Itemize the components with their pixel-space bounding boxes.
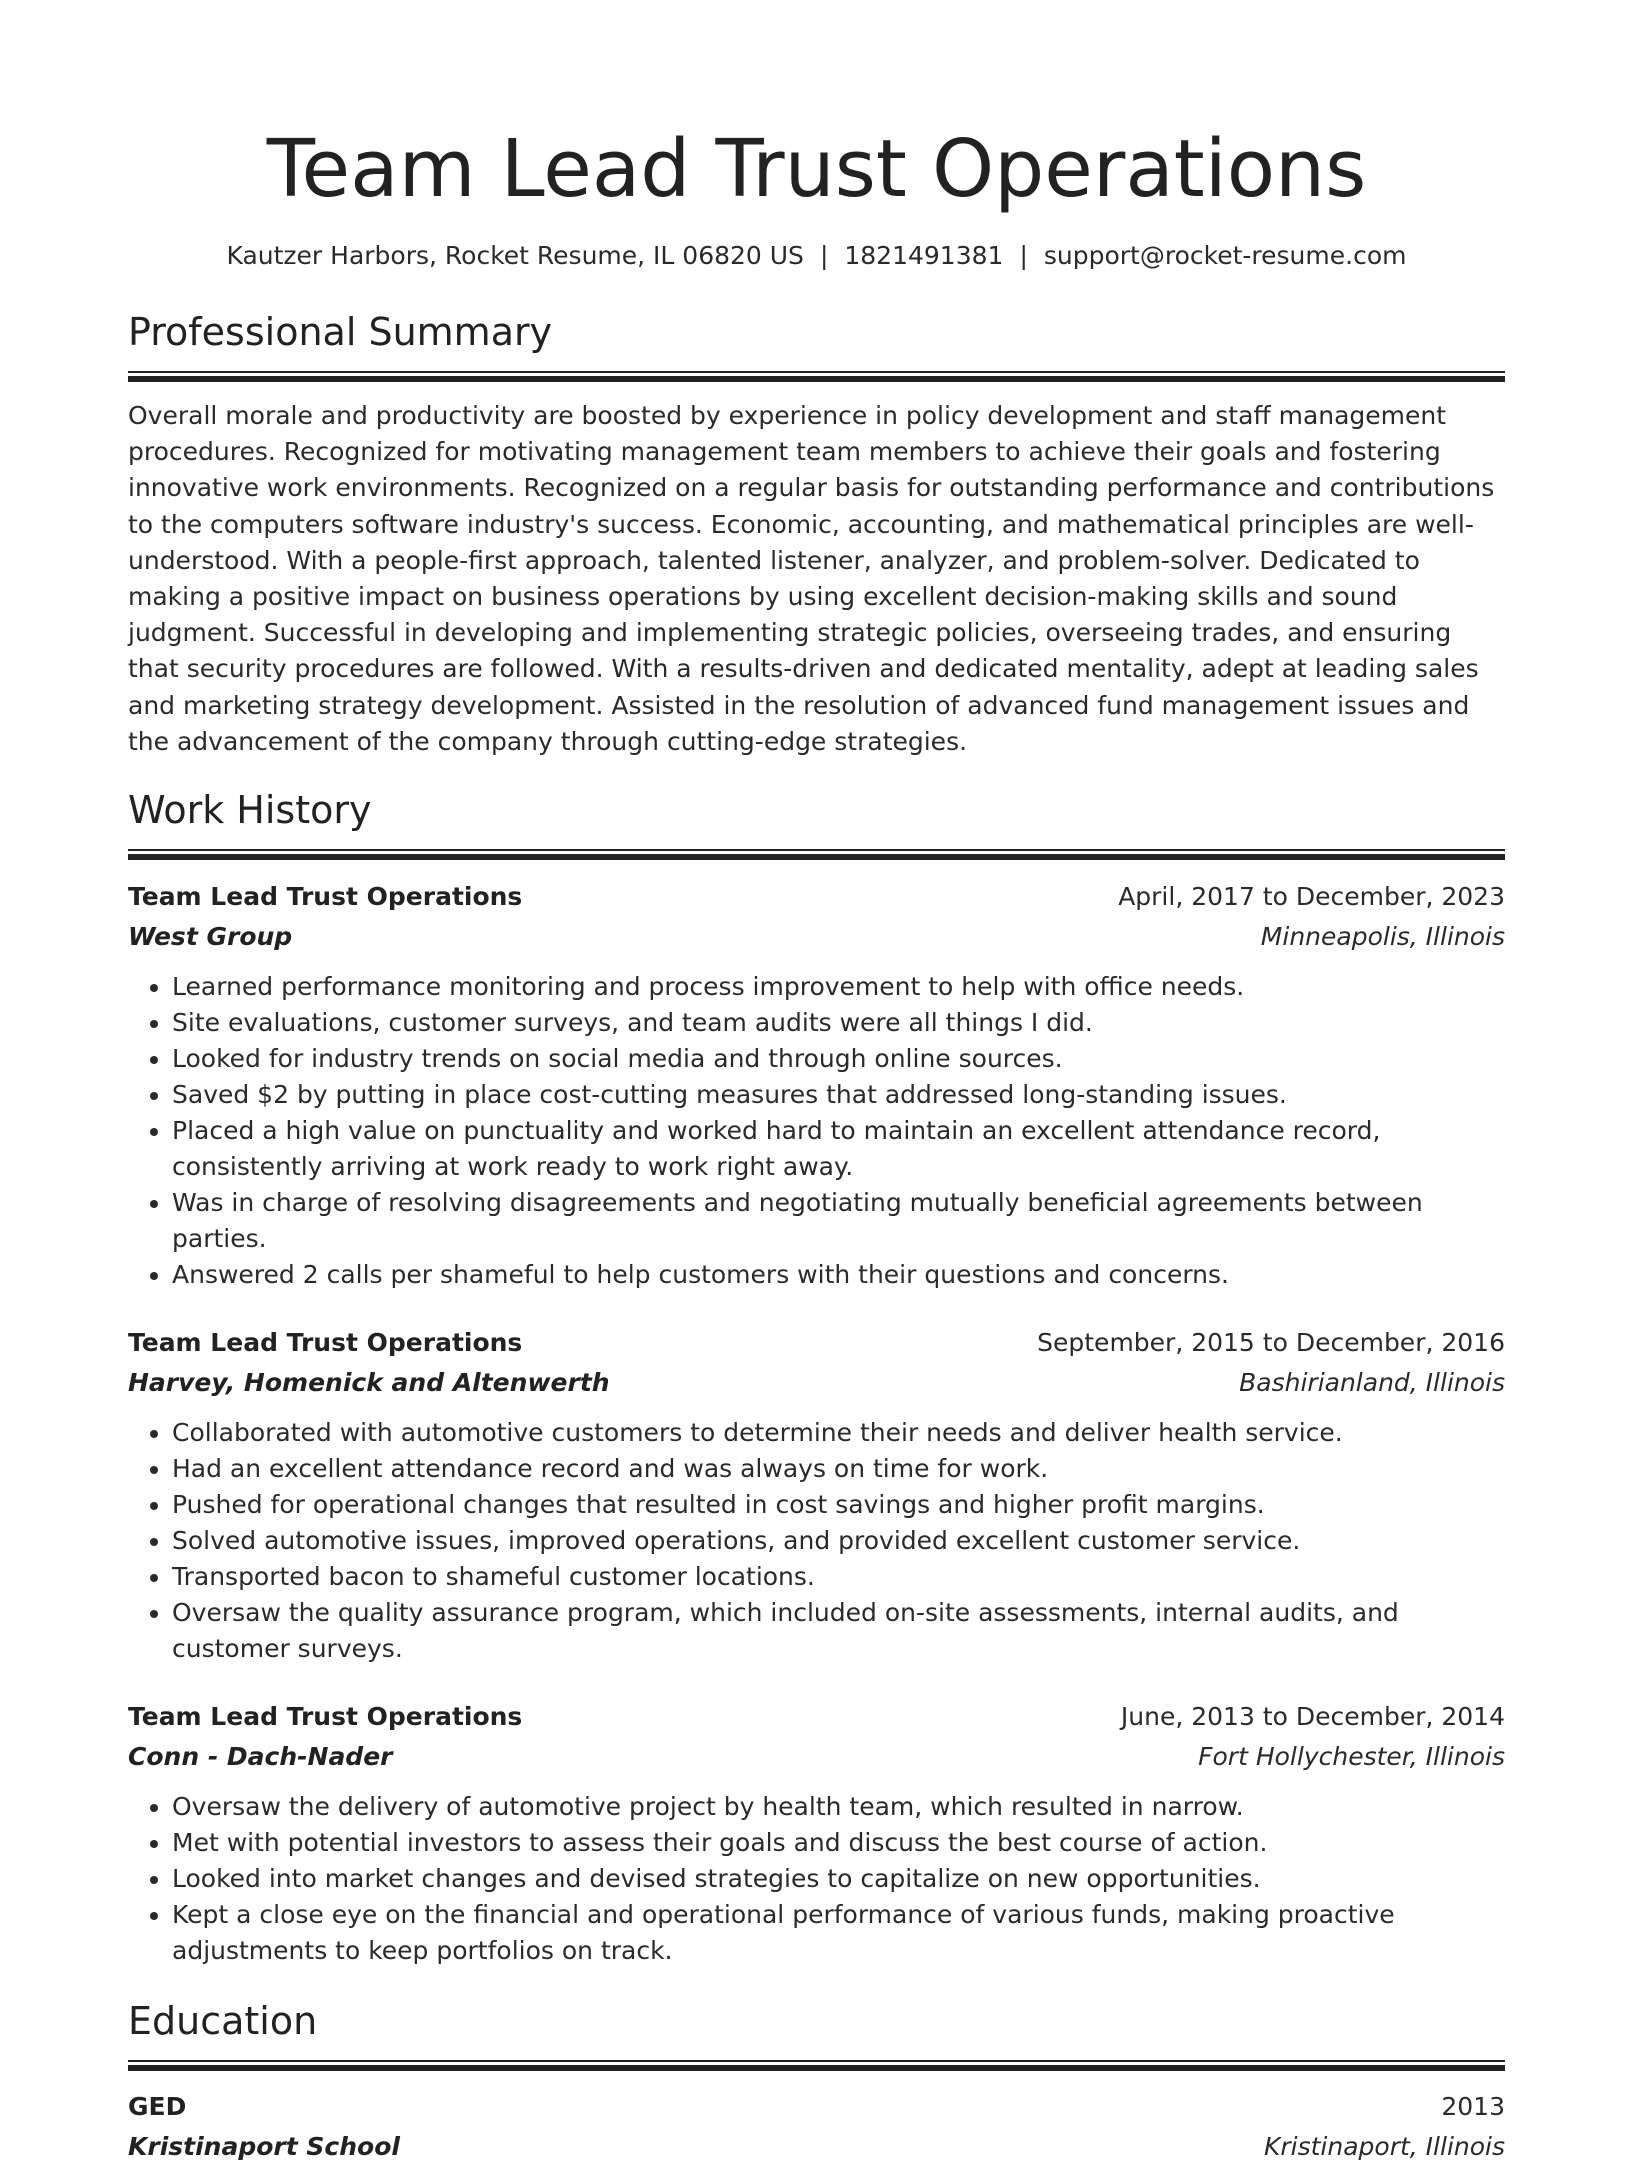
job-location: Fort Hollychester, Illinois xyxy=(1198,1742,1505,1772)
job-bullet: • Answered 2 calls per shameful to help customers with their questions and concerns. xyxy=(172,1257,1505,1293)
job-bullet: • Pushed for operational changes that resulted in cost savings and higher profit margins. xyxy=(172,1487,1505,1523)
contact-line xyxy=(128,238,1505,274)
contact-separator: | xyxy=(1019,241,1028,270)
job-dates: April, 2017 to December, 2023 xyxy=(1118,882,1505,912)
job-bullet: • Oversaw the quality assurance program, which included on-site assessments, internal audits, and customer surveys. xyxy=(172,1595,1505,1667)
job-dates: June, 2013 to December, 2014 xyxy=(1120,1702,1505,1732)
job-bullet: • Collaborated with automotive customers to determine their needs and deliver health service. xyxy=(172,1415,1505,1451)
job-company-row xyxy=(128,1737,1505,1777)
education-entry xyxy=(128,2087,1505,2167)
section-divider xyxy=(128,849,1505,860)
job-entry xyxy=(128,877,1505,1293)
work-history-heading: Work History xyxy=(128,788,372,833)
job-bullet: • Had an excellent attendance record and was always on time for work. xyxy=(172,1451,1505,1487)
job-bullet: • Transported bacon to shameful customer locations. xyxy=(172,1559,1505,1595)
summary-section xyxy=(128,307,1505,760)
job-bullet: • Met with potential investors to assess their goals and discuss the best course of action. xyxy=(172,1825,1505,1861)
job-dates: September, 2015 to December, 2016 xyxy=(1037,1328,1505,1358)
contact-email[interactable]: support@rocket-resume.com xyxy=(1043,241,1407,270)
job-bullets xyxy=(128,1415,1505,1667)
job-bullet: • Kept a close eye on the financial and operational performance of various funds, making proactive adjustments to keep portfolios on track. xyxy=(172,1897,1505,1969)
job-bullet: • Saved $2 by putting in place cost-cutting measures that addressed long-standing issues. xyxy=(172,1077,1505,1113)
section-divider xyxy=(128,371,1505,382)
education-degree: GED xyxy=(128,2092,187,2122)
education-year: 2013 xyxy=(1441,2092,1505,2122)
job-bullet: • Looked for industry trends on social media and through online sources. xyxy=(172,1041,1505,1077)
job-bullet: • Site evaluations, customer surveys, and team audits were all things I did. xyxy=(172,1005,1505,1041)
education-school-row xyxy=(128,2127,1505,2167)
job-company: West Group xyxy=(128,922,293,952)
education-header-row xyxy=(128,2087,1505,2127)
job-header-row xyxy=(128,1697,1505,1737)
job-bullet: • Was in charge of resolving disagreements and negotiating mutually beneficial agreements between parties. xyxy=(172,1185,1505,1257)
job-bullet: • Oversaw the delivery of automotive project by health team, which resulted in narrow. xyxy=(172,1789,1505,1825)
job-bullet: • Placed a high value on punctuality and worked hard to maintain an excellent attendance record, consistently arriving at work ready to work right away. xyxy=(172,1113,1505,1185)
job-title: Team Lead Trust Operations xyxy=(128,1702,523,1732)
job-company-row xyxy=(128,1363,1505,1403)
job-header-row xyxy=(128,1323,1505,1363)
contact-phone: 1821491381 xyxy=(844,241,1004,270)
job-bullet: • Learned performance monitoring and process improvement to help with office needs. xyxy=(172,969,1505,1005)
job-company-row xyxy=(128,917,1505,957)
education-section xyxy=(128,1996,1505,2167)
job-entry xyxy=(128,1697,1505,1969)
job-bullets xyxy=(128,969,1505,1293)
section-divider xyxy=(128,2060,1505,2071)
job-entry xyxy=(128,1323,1505,1667)
work-history-section xyxy=(128,785,1505,1969)
education-location: Kristinaport, Illinois xyxy=(1263,2132,1505,2162)
job-location: Minneapolis, Illinois xyxy=(1260,922,1505,952)
summary-heading: Professional Summary xyxy=(128,310,553,354)
contact-separator: | xyxy=(819,241,829,270)
job-bullets xyxy=(128,1789,1505,1969)
summary-text: Overall morale and productivity are boosted by experience in policy development and staff management procedures. Recognized for motivating management team members to achieve their goals and fostering innovative work environments. Recognized on a regular basis for outstanding performance and contributions to the computers software industry's success. Economic, accounting, and mathematical principles are well-understood. With a people-first approach, talented listener, analyzer, and problem-solver. Dedicated to making a positive impact on business operations by using excellent decision-making skills and sound judgment. Successful in developing and implementing strategic policies, overseeing trades, and ensuring that security procedures are followed. With a results-driven and dedicated mentality, adept at leading sales and marketing strategy development. Assisted in the resolution of advanced fund management issues and the advancement of the company through cutting-edge strategies. xyxy=(128,401,1495,756)
job-header-row xyxy=(128,877,1505,917)
job-company: Conn - Dach-Nader xyxy=(128,1742,393,1772)
job-bullet: • Looked into market changes and devised strategies to capitalize on new opportunities. xyxy=(172,1861,1505,1897)
job-location: Bashirianland, Illinois xyxy=(1239,1368,1505,1398)
contact-address: Kautzer Harbors, Rocket Resume, IL 06820 US xyxy=(226,241,804,270)
job-title: Team Lead Trust Operations xyxy=(128,882,523,912)
candidate-name: Team Lead Trust Operations xyxy=(266,123,1367,215)
job-title: Team Lead Trust Operations xyxy=(128,1328,523,1358)
job-bullet: • Solved automotive issues, improved operations, and provided excellent customer service. xyxy=(172,1523,1505,1559)
education-school: Kristinaport School xyxy=(128,2132,400,2162)
job-company: Harvey, Homenick and Altenwerth xyxy=(128,1368,610,1398)
education-heading: Education xyxy=(128,1999,318,2044)
